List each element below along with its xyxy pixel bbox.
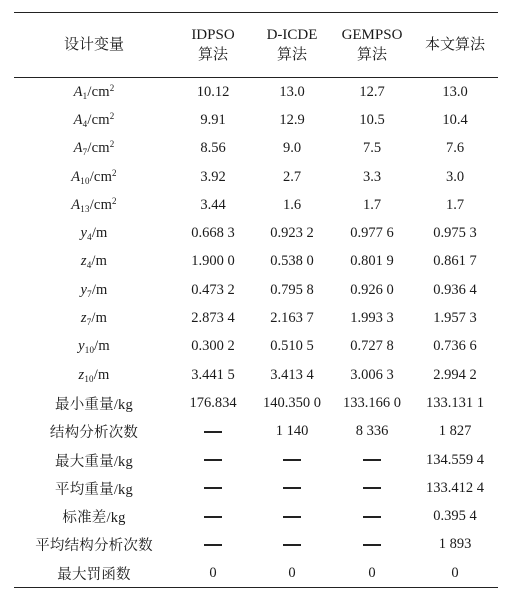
table-cell: 3.006 3 bbox=[350, 366, 394, 383]
table-row bbox=[14, 333, 498, 361]
table-cell: 140.350 0 bbox=[263, 394, 321, 411]
row-label bbox=[14, 474, 174, 502]
variable-unit: /cm bbox=[87, 111, 110, 128]
dash-mark bbox=[283, 516, 301, 518]
dash-mark bbox=[204, 516, 222, 518]
table-cell: 0 bbox=[332, 559, 412, 588]
row-label bbox=[14, 389, 174, 417]
unit-exponent: 2 bbox=[109, 139, 115, 150]
row-label bbox=[14, 248, 174, 276]
row-label-text: 结构分析次数 bbox=[49, 425, 139, 442]
variable-index: 1 bbox=[82, 90, 88, 101]
row-label bbox=[14, 304, 174, 332]
table-cell bbox=[174, 446, 252, 474]
row-label-text: 平均结构分析次数 bbox=[35, 538, 153, 555]
table-cell: 10.12 bbox=[196, 83, 230, 100]
table-row bbox=[14, 191, 498, 219]
row-label bbox=[14, 559, 174, 588]
variable-symbol: z bbox=[80, 310, 87, 327]
table-cell: 1 893 bbox=[438, 536, 472, 553]
table-cell: 0.473 2 bbox=[191, 281, 235, 298]
table-row bbox=[14, 389, 498, 417]
table-cell: 10.4 bbox=[442, 111, 468, 128]
table-cell: 0.936 4 bbox=[433, 281, 477, 298]
row-label-text: 平均重量/kg bbox=[55, 481, 133, 498]
variable-index: 4 bbox=[82, 118, 88, 129]
table-cell: 1.957 3 bbox=[433, 310, 477, 327]
dash-mark bbox=[363, 516, 381, 518]
dash-mark bbox=[283, 487, 301, 489]
table-cell: 3.44 bbox=[200, 196, 226, 213]
table-cell: 0.923 2 bbox=[270, 225, 314, 242]
row-label bbox=[14, 78, 174, 107]
table-cell: 0 bbox=[252, 559, 332, 588]
variable-index: 10 bbox=[84, 373, 94, 384]
variable-unit: /m bbox=[91, 281, 108, 298]
table-cell: 9.0 bbox=[282, 140, 302, 157]
table-cell: 0.668 3 bbox=[191, 225, 235, 242]
table-cell: 12.7 bbox=[359, 83, 385, 100]
table-cell: 0.395 4 bbox=[433, 508, 477, 525]
table-cell: 12.9 bbox=[279, 111, 305, 128]
table-row bbox=[14, 78, 498, 107]
table-row bbox=[14, 106, 498, 134]
unit-exponent: 2 bbox=[109, 110, 115, 121]
table-cell: 1 827 bbox=[438, 423, 472, 440]
table-cell: 3.413 4 bbox=[270, 366, 314, 383]
variable-symbol: y bbox=[80, 225, 88, 242]
dash-mark bbox=[204, 431, 222, 433]
table-cell: 3.0 bbox=[445, 168, 465, 185]
table-cell: 7.6 bbox=[445, 140, 465, 157]
table-cell: 0.300 2 bbox=[191, 338, 235, 355]
row-label bbox=[14, 361, 174, 389]
table-row bbox=[14, 304, 498, 332]
variable-unit: /m bbox=[91, 225, 108, 242]
table-cell: 2.7 bbox=[282, 168, 302, 185]
header-gempso: GEMPSO 算法 bbox=[332, 13, 412, 78]
row-label-text: 最小重量/kg bbox=[55, 396, 133, 413]
variable-unit: /cm bbox=[87, 83, 110, 100]
table-cell bbox=[252, 446, 332, 474]
table-cell: 0.510 5 bbox=[270, 338, 314, 355]
table-cell: 176.834 bbox=[189, 394, 237, 411]
header-row bbox=[14, 13, 498, 78]
variable-index: 10 bbox=[80, 175, 90, 186]
table-row bbox=[14, 135, 498, 163]
table-cell: 0 bbox=[174, 559, 252, 588]
table-cell: 133.166 0 bbox=[343, 394, 401, 411]
table-cell: 2.994 2 bbox=[433, 366, 477, 383]
table-cell: 3.92 bbox=[200, 168, 226, 185]
unit-exponent: 2 bbox=[109, 82, 115, 93]
variable-symbol: A bbox=[73, 111, 83, 128]
dash-mark bbox=[363, 459, 381, 461]
table-cell: 2.873 4 bbox=[191, 310, 235, 327]
table-row bbox=[14, 418, 498, 446]
table-cell: 13.0 bbox=[442, 83, 468, 100]
table-cell bbox=[252, 502, 332, 530]
variable-unit: /m bbox=[94, 338, 110, 355]
dash-mark bbox=[363, 544, 381, 546]
row-label bbox=[14, 163, 174, 191]
table-cell: 0.538 0 bbox=[270, 253, 314, 270]
row-label bbox=[14, 446, 174, 474]
header-proposed-algorithm: 本文算法 bbox=[412, 13, 498, 78]
table-cell: 0.975 3 bbox=[433, 225, 477, 242]
dash-mark bbox=[283, 459, 301, 461]
header-d-icde: D-ICDE 算法 bbox=[252, 13, 332, 78]
table-cell: 3.441 5 bbox=[191, 366, 235, 383]
row-label-text: 最大重量/kg bbox=[55, 453, 133, 470]
dash-mark bbox=[363, 487, 381, 489]
variable-symbol: A bbox=[73, 83, 83, 100]
header-design-variable: 设计变量 bbox=[14, 13, 174, 78]
variable-symbol: y bbox=[78, 338, 85, 355]
variable-index: 7 bbox=[82, 147, 88, 158]
variable-unit: /m bbox=[91, 253, 108, 270]
table-row bbox=[14, 163, 498, 191]
row-label bbox=[14, 502, 174, 530]
table-cell: 1.7 bbox=[445, 196, 465, 213]
dash-mark bbox=[204, 487, 222, 489]
table-cell: 134.559 4 bbox=[426, 451, 484, 468]
results-table-container bbox=[14, 12, 498, 588]
table-cell: 0.926 0 bbox=[350, 281, 394, 298]
table-cell bbox=[332, 502, 412, 530]
variable-unit: /cm bbox=[89, 196, 113, 213]
table-cell: 0.801 9 bbox=[350, 253, 394, 270]
table-row bbox=[14, 248, 498, 276]
table-cell: 10.5 bbox=[359, 111, 385, 128]
variable-symbol: A bbox=[73, 140, 83, 157]
unit-exponent: 2 bbox=[112, 195, 117, 206]
table-cell: 1.6 bbox=[282, 196, 302, 213]
table-cell bbox=[332, 531, 412, 559]
table-cell: 3.3 bbox=[362, 168, 382, 185]
table-cell bbox=[174, 502, 252, 530]
table-row bbox=[14, 361, 498, 389]
variable-unit: /m bbox=[93, 366, 110, 383]
table-row bbox=[14, 502, 498, 530]
variable-index: 13 bbox=[80, 203, 90, 214]
table-cell: 0.736 6 bbox=[433, 338, 477, 355]
row-label bbox=[14, 191, 174, 219]
table-cell: 7.5 bbox=[362, 140, 382, 157]
table-cell bbox=[174, 418, 252, 446]
table-row bbox=[14, 446, 498, 474]
variable-index: 4 bbox=[87, 232, 92, 243]
row-label bbox=[14, 276, 174, 304]
variable-symbol: z bbox=[78, 366, 85, 383]
table-cell: 133.131 1 bbox=[426, 394, 484, 411]
table-row bbox=[14, 474, 498, 502]
table-cell: 133.412 4 bbox=[426, 479, 484, 496]
table-row bbox=[14, 559, 498, 588]
dash-mark bbox=[283, 544, 301, 546]
variable-index: 4 bbox=[86, 260, 92, 271]
variable-index: 7 bbox=[87, 288, 92, 299]
table-cell: 2.163 7 bbox=[270, 310, 314, 327]
dash-mark bbox=[204, 459, 222, 461]
variable-unit: /cm bbox=[87, 140, 110, 157]
table-cell bbox=[252, 531, 332, 559]
row-label bbox=[14, 418, 174, 446]
variable-symbol: A bbox=[71, 196, 81, 213]
table-cell: 1.7 bbox=[362, 196, 382, 213]
table-cell bbox=[332, 474, 412, 502]
header-idpso: IDPSO 算法 bbox=[174, 13, 252, 78]
table-cell: 1 140 bbox=[275, 423, 309, 440]
table-cell: 1.993 3 bbox=[350, 310, 394, 327]
variable-index: 10 bbox=[84, 345, 95, 356]
table-cell: 0.861 7 bbox=[433, 253, 477, 270]
dash-mark bbox=[204, 544, 222, 546]
table-cell: 1.900 0 bbox=[191, 253, 235, 270]
row-label bbox=[14, 135, 174, 163]
table-cell: 8 336 bbox=[355, 423, 389, 440]
table-cell bbox=[332, 446, 412, 474]
variable-unit: /cm bbox=[89, 168, 113, 185]
table-cell: 0.977 6 bbox=[350, 225, 394, 242]
table-cell: 0.795 8 bbox=[270, 281, 314, 298]
table-cell: 8.56 bbox=[200, 140, 226, 157]
variable-index: 7 bbox=[86, 317, 92, 328]
row-label-text: 最大罚函数 bbox=[57, 566, 131, 583]
results-table bbox=[14, 12, 498, 588]
row-label bbox=[14, 531, 174, 559]
table-row bbox=[14, 276, 498, 304]
variable-unit: /m bbox=[91, 310, 108, 327]
table-cell: 0 bbox=[412, 559, 498, 588]
row-label bbox=[14, 333, 174, 361]
table-body bbox=[14, 78, 498, 588]
table-row bbox=[14, 219, 498, 247]
row-label bbox=[14, 219, 174, 247]
variable-symbol: y bbox=[80, 281, 88, 298]
row-label bbox=[14, 106, 174, 134]
table-cell bbox=[174, 531, 252, 559]
table-cell: 9.91 bbox=[200, 111, 226, 128]
table-cell bbox=[252, 474, 332, 502]
row-label-text: 标准差/kg bbox=[62, 510, 126, 527]
variable-symbol: A bbox=[71, 168, 81, 185]
table-row bbox=[14, 531, 498, 559]
table-cell: 13.0 bbox=[279, 83, 305, 100]
unit-exponent: 2 bbox=[112, 167, 117, 178]
table-cell: 0.727 8 bbox=[350, 338, 394, 355]
variable-symbol: z bbox=[80, 253, 87, 270]
table-cell bbox=[174, 474, 252, 502]
